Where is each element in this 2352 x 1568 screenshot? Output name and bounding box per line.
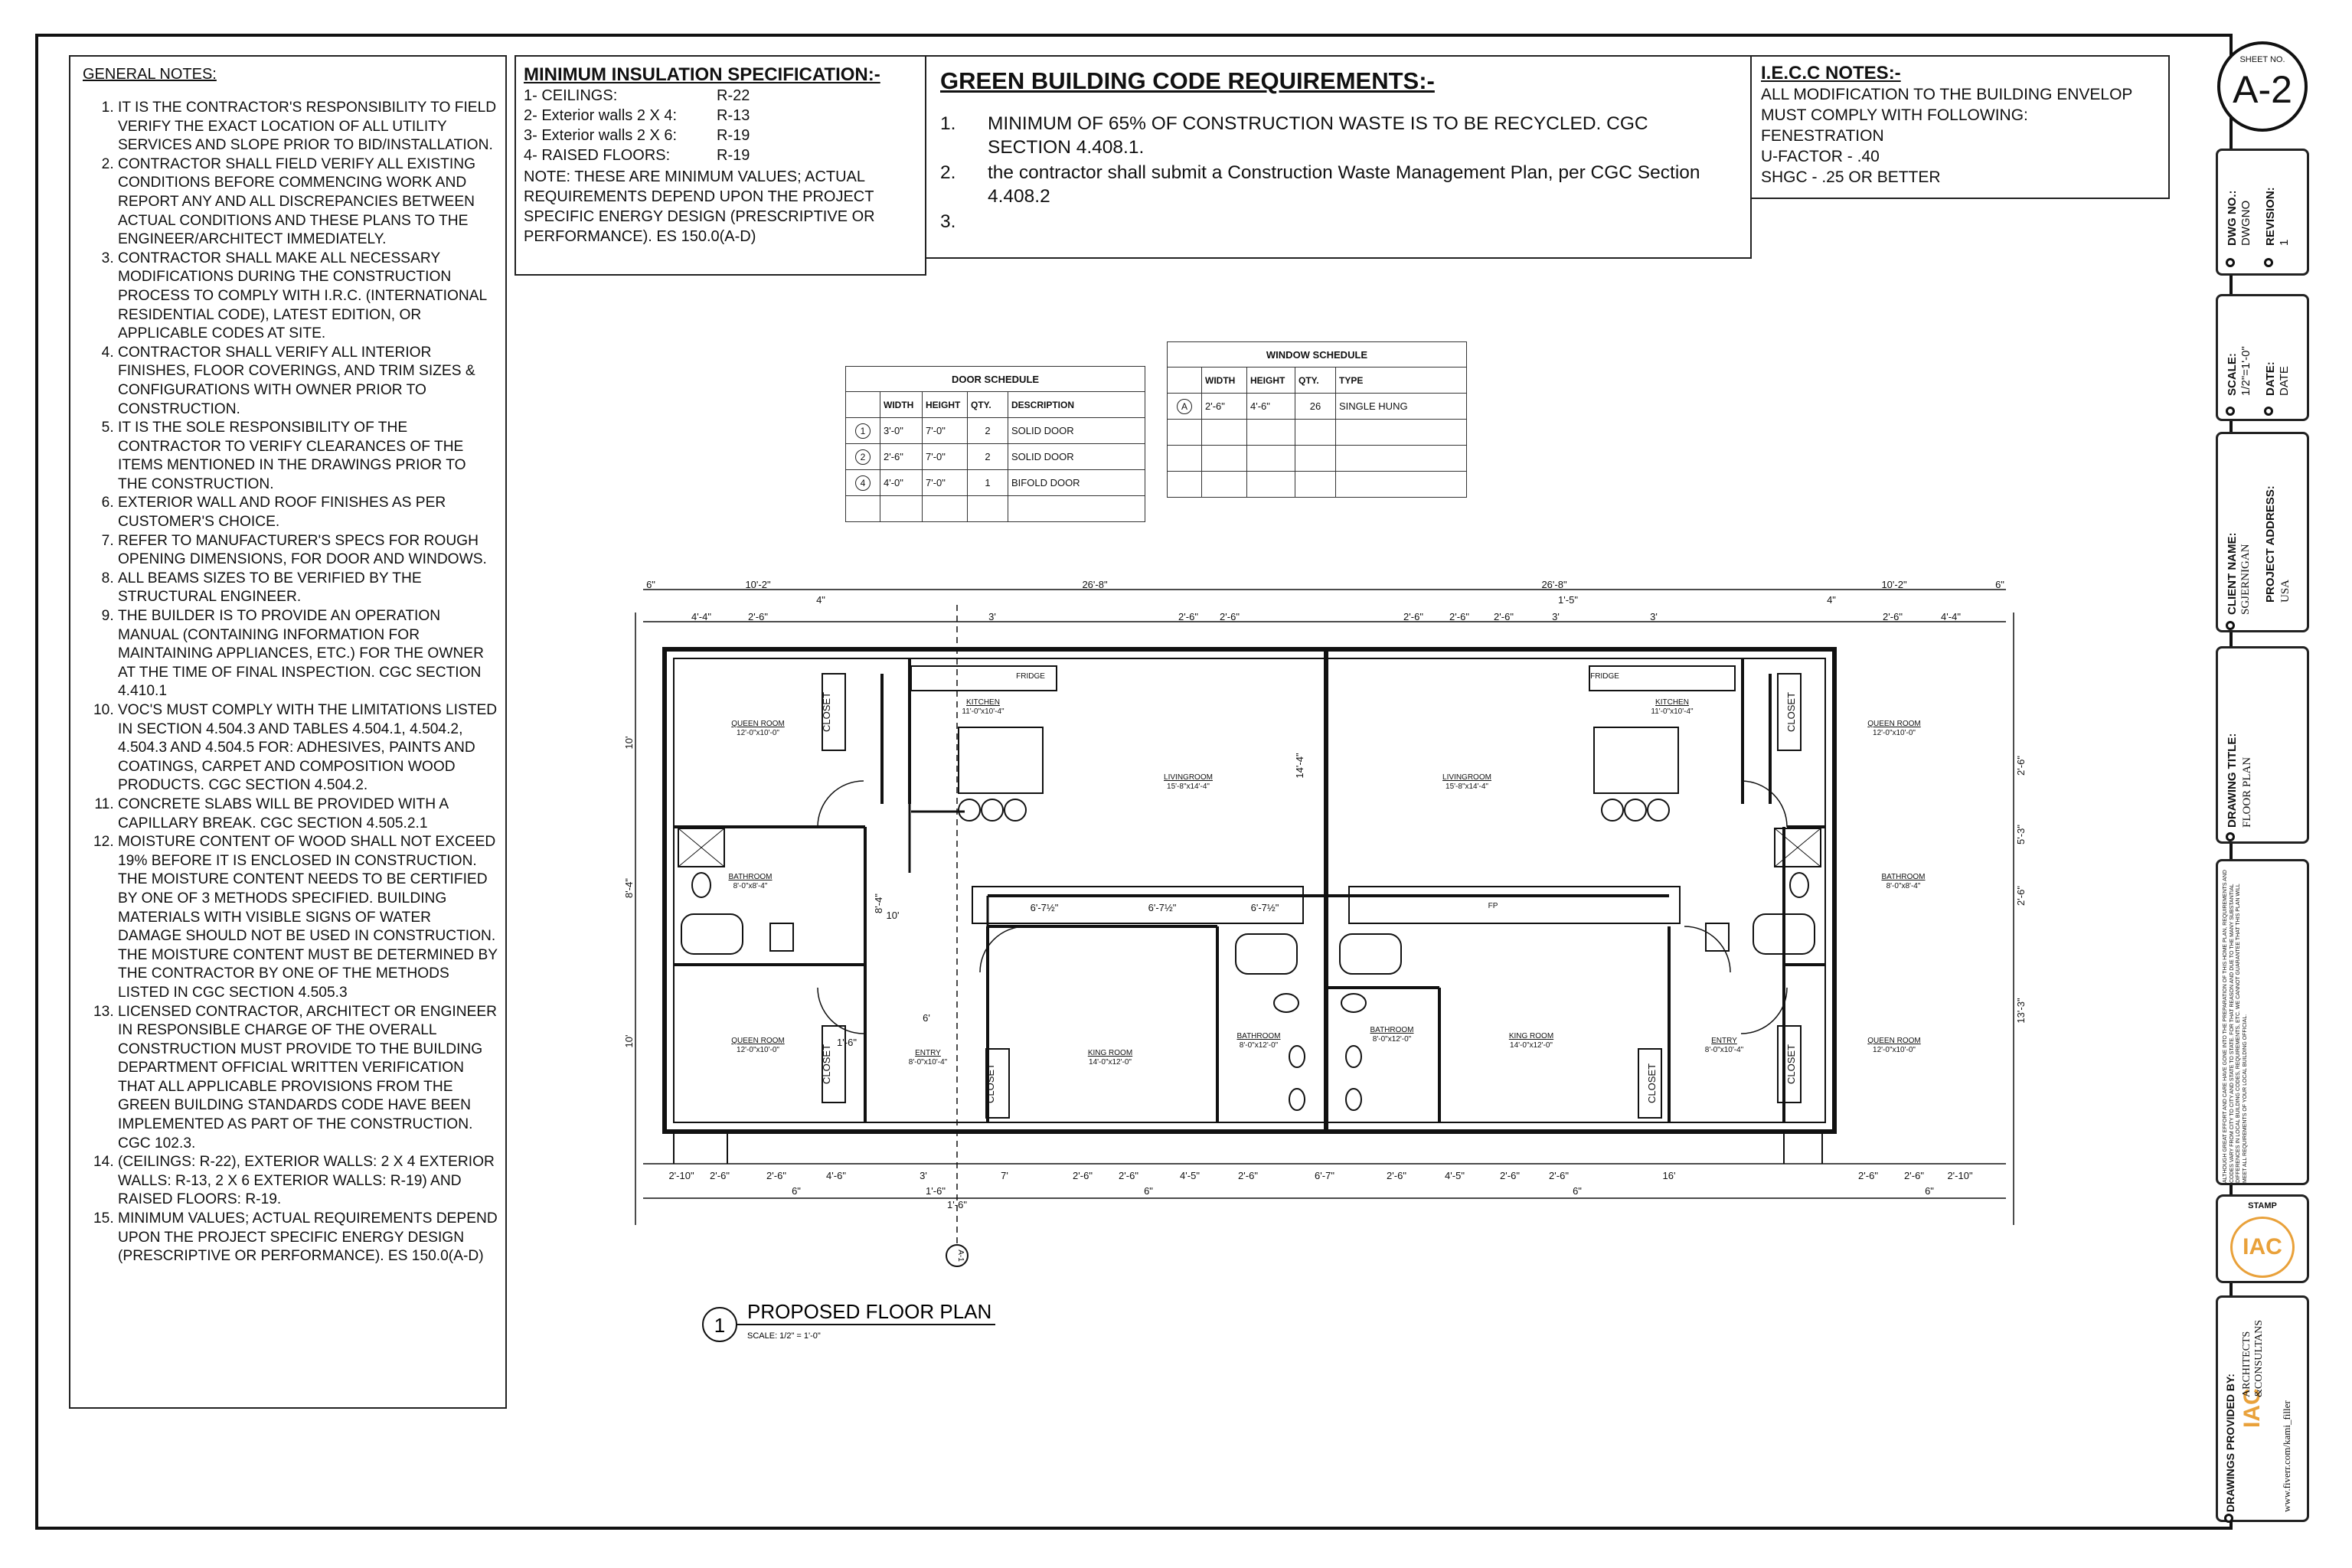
insulation-label: 3- Exterior walls 2 X 6: — [524, 127, 678, 144]
dim-text: 1'-6" — [947, 1199, 967, 1210]
dim-text: 2'-6" — [1178, 611, 1198, 622]
dim-text: 2'-6" — [1073, 1170, 1093, 1181]
dim-text: 8'-4" — [623, 878, 635, 898]
door-height: 7'-0" — [923, 470, 968, 496]
door-schedule-title: DOOR SCHEDULE — [846, 367, 1145, 392]
dim-text: 10' — [886, 910, 900, 921]
dim-text: 2'-6" — [1904, 1170, 1924, 1181]
room-dim-queen: 12'-0"x10'-0" — [1873, 1046, 1916, 1054]
insulation-title: MINIMUM INSULATION SPECIFICATION:- — [524, 64, 880, 85]
insulation-value: R-19 — [717, 147, 750, 164]
drawing-title-cell — [2216, 646, 2309, 844]
dim-text: 2'-6" — [1119, 1170, 1138, 1181]
door-description: BIFOLD DOOR — [1008, 470, 1145, 496]
door-width: 3'-0" — [880, 418, 923, 444]
dim-text: 6" — [1144, 1185, 1153, 1197]
client-cell — [2216, 432, 2309, 632]
room-label-kitchen: KITCHEN — [966, 698, 1000, 707]
dim-text: 2'-6" — [1220, 611, 1240, 622]
sheet-no: A-2 — [2233, 68, 2292, 111]
note-item: 8. ALL BEAMS SIZES TO BE VERIFIED BY THE STRUCTURAL ENGINEER. — [118, 570, 498, 607]
dim-text: 2'-6" — [710, 1170, 730, 1181]
dim-text: 2'-6" — [1883, 611, 1903, 622]
room-dim-queen: 12'-0"x10'-0" — [737, 1046, 779, 1054]
door-height: 7'-0" — [923, 444, 968, 470]
client-label: CLIENT NAME: — [2226, 532, 2239, 615]
door-mark: 4 — [855, 475, 871, 491]
dim-text: 6" — [1573, 1185, 1582, 1197]
note-item: 13. LICENSED CONTRACTOR, ARCHITECT OR ENGINEER IN RESPONSIBLE CHARGE OF THE OVERALL CONSTRUCTION MUST PROVIDE TO THE BUILDING DEPARTMENT OFFICIAL WRITTEN VERIFICATION THAT ALL APPLICABLE PROVISIONS FROM THE GREEN BUILDING STANDARDS CODE HAVE BEEN IMPLEMENTED AS PART OF THE CONSTRUCTION. CGC 102.3. — [118, 1003, 498, 1154]
bullet-icon — [2226, 258, 2235, 267]
dim-text: 6'-7" — [1315, 1170, 1334, 1181]
bathtub-icon — [1236, 934, 1297, 974]
firm-logo: IAC — [2239, 1388, 2265, 1428]
dwg-no: DWGNO — [2239, 200, 2252, 246]
window-width: 2'-6" — [1202, 394, 1247, 420]
room-label-entry: ENTRY — [1711, 1037, 1737, 1045]
room-dim-bath: 8'-0"x12'-0" — [1239, 1041, 1279, 1050]
toilet-icon — [1341, 994, 1366, 1012]
sheet-no-label: SHEET NO. — [2239, 55, 2285, 64]
address-value: USA — [2279, 579, 2292, 603]
scale-date-cell — [2216, 294, 2309, 421]
dim-text: 2'-6" — [2015, 756, 2027, 776]
door-mark: 2 — [855, 449, 871, 465]
room-label-king: KING ROOM — [1508, 1032, 1554, 1040]
toilet-icon — [1274, 994, 1298, 1012]
dim-text: 2'-6" — [2015, 886, 2027, 906]
dim-text: 3' — [988, 611, 996, 622]
dim-text: 1'-5" — [1558, 594, 1578, 606]
room-dim-king: 14'-0"x12'-0" — [1510, 1041, 1553, 1050]
dim-text: 2'-6" — [748, 611, 768, 622]
dim-text: 6" — [1925, 1185, 1934, 1197]
door-schedule-header: HEIGHT — [923, 392, 968, 418]
stamp-cell — [2216, 1194, 2309, 1283]
room-label-bath: BATHROOM — [1881, 873, 1926, 881]
firm-name: ARCHITECTS — [2241, 1331, 2252, 1397]
dim-text: 3' — [920, 1170, 927, 1181]
room-dim-bath: 8'-0"x8'-4" — [1886, 882, 1921, 890]
bullet-icon — [2264, 407, 2273, 416]
dim-text: 10' — [623, 736, 635, 750]
note-item: 5. IT IS THE SOLE RESPONSIBILITY OF THE CONTRACTOR TO VERIFY CLEARANCES OF THE ITEMS MENTIONED IN THE DRAWINGS PRIOR TO THE CONSTRUCTION. — [118, 419, 498, 494]
bullet-icon — [2226, 621, 2235, 630]
closet-counter-right — [1349, 887, 1680, 923]
dim-text: 6" — [792, 1185, 801, 1197]
room-dim-king: 14'-0"x12'-0" — [1089, 1058, 1132, 1067]
insulation-label: 4- RAISED FLOORS: — [524, 147, 671, 164]
dim-text: 4" — [1827, 594, 1836, 606]
bullet-icon — [2224, 1514, 2233, 1523]
dwg-no-label: DWG NO.: — [2226, 190, 2239, 246]
note-item: 4. CONTRACTOR SHALL VERIFY ALL INTERIOR FINISHES, FLOOR COVERINGS, AND TRIM SIZES & CONFIGURATIONS WITH OWNER PRIOR TO CONSTRUCTION. — [118, 344, 498, 419]
window-schedule-header: QTY. — [1295, 368, 1336, 394]
date-label: DATE: — [2264, 361, 2277, 396]
green-item-number: 1. — [940, 113, 956, 134]
dim-text: 2'-6" — [1494, 611, 1514, 622]
note-item: 11. CONCRETE SLABS WILL BE PROVIDED WITH A CAPILLARY BREAK. CGC SECTION 4.505.2.1 — [118, 795, 498, 833]
window-schedule-title: WINDOW SCHEDULE — [1168, 342, 1467, 368]
green-item-text: MINIMUM OF 65% OF CONSTRUCTION WASTE IS TO BE RECYCLED. CGC SECTION 4.408.1. — [988, 113, 1648, 158]
iecc-line: MUST COMPLY WITH FOLLOWING: — [1761, 106, 2028, 124]
dim-text: 2'-6" — [1549, 1170, 1569, 1181]
dim-text: 2'-6" — [1449, 611, 1469, 622]
dim-text: 4'-6" — [826, 1170, 846, 1181]
iecc-line: SHGC - .25 OR BETTER — [1761, 168, 1941, 186]
scale-value: 1/2"=1'-0" — [2239, 346, 2252, 396]
firm-name-2: &CONSULTANS — [2253, 1319, 2265, 1397]
room-dim-bath: 8'-0"x12'-0" — [1372, 1035, 1412, 1044]
dim-text: 2'-6" — [1238, 1170, 1258, 1181]
note-item: 14. (CEILINGS: R-22), EXTERIOR WALLS: 2 X 4 EXTERIOR WALLS: R-13, 2 X 6 EXTERIOR WALLS: R-19) AND RAISED FLOORS: R-19. — [118, 1153, 498, 1210]
dim-text: 4'-5" — [1180, 1170, 1200, 1181]
note-item: 10. VOC'S MUST COMPLY WITH THE LIMITATIONS LISTED IN SECTION 4.504.3 AND TABLES 4.504.1, 4.504.2, 4.504.3 AND 4.504.5 FOR: ADHESIVES, PAINTS AND COATINGS, CARPET AND COMPOSITION WOOD PRODUCTS. CGC SECTION 4.504.2. — [118, 701, 498, 795]
dim-text: 2'-6" — [1858, 1170, 1878, 1181]
green-item-text: the contractor shall submit a Construction Waste Management Plan, per CGC Section 4.408.2 — [988, 162, 1700, 207]
disclaimer-cell — [2216, 859, 2309, 1185]
dim-text: 2'-6" — [1387, 1170, 1406, 1181]
plan-scale: SCALE: 1/2" = 1'-0" — [747, 1331, 821, 1341]
closet-label: CLOSET — [821, 1044, 832, 1085]
room-dim-bath: 8'-0"x8'-4" — [733, 882, 768, 890]
closet-label: CLOSET — [985, 1063, 996, 1104]
insulation-note: NOTE: THESE ARE MINIMUM VALUES; ACTUAL REQUIREMENTS DEPEND UPON THE PROJECT SPECIFIC ENERGY DESIGN (PRESCRIPTIVE OR PERFORMANCE). ES 150.0(A-D) — [524, 168, 875, 245]
note-item: 1. IT IS THE CONTRACTOR'S RESPONSIBILITY TO FIELD VERIFY THE EXACT LOCATION OF ALL UTILITY SERVICES AND SLOPE PRIOR TO BID/INSTALLATION. — [118, 99, 498, 155]
iecc-line: U-FACTOR - .40 — [1761, 148, 1880, 165]
room-dim-queen: 12'-0"x10'-0" — [737, 729, 779, 737]
dim-text: 2'-10" — [1947, 1170, 1973, 1181]
drawing-title: FLOOR PLAN — [2241, 756, 2253, 828]
dim-text: 6" — [646, 579, 655, 590]
door-mark: 1 — [855, 423, 871, 439]
client-name: SGJERNIGAN — [2239, 544, 2252, 615]
room-label-bath: BATHROOM — [1370, 1026, 1414, 1034]
note-item: 9. THE BUILDER IS TO PROVIDE AN OPERATION MANUAL (CONTAINING INFORMATION FOR MAINTAINING APPLIANCES, ETC.) FOR THE OWNER AT THE TIME OF FINAL INSPECTION. CGC SECTION 4.410.1 — [118, 607, 498, 701]
dim-text: 26'-8" — [1541, 579, 1567, 590]
room-label-king: KING ROOM — [1087, 1049, 1133, 1057]
door-schedule-header: QTY. — [968, 392, 1008, 418]
bullet-icon — [2226, 832, 2235, 841]
dim-text: 8'-4" — [873, 893, 884, 913]
door-schedule-header: DESCRIPTION — [1008, 392, 1145, 418]
note-item: 7. REFER TO MANUFACTURER'S SPECS FOR ROUGH OPENING DIMENSIONS, FOR DOOR AND WINDOWS. — [118, 532, 498, 570]
room-label-living: LIVINGROOM — [1164, 773, 1213, 782]
dim-text: 6'-7½" — [1148, 902, 1177, 913]
window-schedule-header: WIDTH — [1202, 368, 1247, 394]
insulation-value: R-22 — [717, 87, 750, 104]
title-block — [2214, 34, 2311, 1530]
room-label-queen: QUEEN ROOM — [731, 1037, 785, 1045]
sheet-number-badge — [2217, 41, 2308, 132]
section-tag: A-1 — [956, 1250, 965, 1262]
insulation-value: R-19 — [717, 127, 750, 144]
door-schedule-header: WIDTH — [880, 392, 923, 418]
note-item: 6. EXTERIOR WALL AND ROOF FINISHES AS PER CUSTOMER'S CHOICE. — [118, 494, 498, 531]
dim-text: 10'-2" — [745, 579, 771, 590]
dim-text: 4'-4" — [691, 611, 711, 622]
dim-text: 4" — [816, 594, 825, 606]
dim-text: 26'-8" — [1082, 579, 1108, 590]
closet-label: CLOSET — [1785, 691, 1797, 733]
room-label-queen: QUEEN ROOM — [1867, 720, 1921, 728]
window-qty: 26 — [1295, 394, 1336, 420]
fridge-label: FRIDGE — [1590, 672, 1619, 681]
note-item: 3. CONTRACTOR SHALL MAKE ALL NECESSARY MODIFICATIONS DURING THE CONSTRUCTION PROCESS TO COMPLY WITH I.R.C. (INTERNATIONAL RESIDENTIAL CODE), LATEST EDITION, OR APPLICABLE CODES AT SITE. — [118, 250, 498, 344]
note-item: 12. MOISTURE CONTENT OF WOOD SHALL NOT EXCEED 19% BEFORE IT IS ENCLOSED IN CONSTRUCTION. THE MOISTURE CONTENT NEEDS TO BE CERTIFIED BY ONE OF 3 METHODS SPECIFIED. BUILDING MATERIALS WITH VISIBLE SIGNS OF WATER DAMAGE SHOULD NOT BE USED IN CONSTRUCTION. THE MOISTURE CONTENT MUST BE DETERMINED BY THE CONTRACTOR BY ONE OF THE METHODS LISTED IN CGC SECTION 4.505.3 — [118, 833, 498, 1002]
window-schedule-header: HEIGHT — [1247, 368, 1295, 394]
room-dim-entry: 8'-0"x10'-4" — [908, 1058, 948, 1067]
room-dim-queen: 12'-0"x10'-0" — [1873, 729, 1916, 737]
room-label-queen: QUEEN ROOM — [731, 720, 785, 728]
dim-text: 6'-7½" — [1030, 902, 1059, 913]
green-building-title: GREEN BUILDING CODE REQUIREMENTS:- — [940, 67, 1435, 94]
dim-text: 3' — [1650, 611, 1658, 622]
door-qty: 1 — [968, 470, 1008, 496]
dwg-revision-cell — [2216, 149, 2309, 276]
dim-text: 6' — [923, 1012, 930, 1024]
room-dim-entry: 8'-0"x10'-4" — [1704, 1046, 1744, 1054]
closet-label: CLOSET — [1785, 1044, 1797, 1085]
door-description: SOLID DOOR — [1008, 418, 1145, 444]
dim-text: 6" — [1995, 579, 2004, 590]
bullet-icon — [2264, 258, 2273, 267]
plan-title-block — [703, 1300, 995, 1341]
door-description: SOLID DOOR — [1008, 444, 1145, 470]
drawing-title-label: DRAWING TITLE: — [2226, 733, 2239, 828]
dim-text: 16' — [1662, 1170, 1676, 1181]
stamp-label: STAMP — [2248, 1201, 2277, 1210]
iecc-title: I.E.C.C NOTES:- — [1761, 63, 1901, 83]
revision-value: 1 — [2278, 239, 2291, 246]
window-schedule-header: TYPE — [1336, 368, 1467, 394]
dim-text: 7' — [1001, 1170, 1008, 1181]
general-notes-title: GENERAL NOTES: — [83, 66, 217, 83]
room-dim-living: 15'-8"x14'-4" — [1446, 782, 1488, 791]
note-item: 2. CONTRACTOR SHALL FIELD VERIFY ALL EXISTING CONDITIONS BEFORE COMMENCING WORK AND REPORT ANY AND ALL DISCREPANCIES BETWEEN ACTUAL CONDITIONS AND THESE PLANS TO THE ENGINEER/ARCHITECT IMMEDIATELY. — [118, 155, 498, 250]
kitchen-island-left — [959, 727, 1043, 793]
dim-text: 6'-7½" — [1250, 902, 1279, 913]
room-label-living: LIVINGROOM — [1442, 773, 1491, 782]
revision-label: REVISION: — [2264, 187, 2277, 246]
window-height: 4'-6" — [1247, 394, 1295, 420]
dim-text: 1'-6" — [837, 1037, 857, 1048]
window-mark: A — [1177, 399, 1192, 414]
drawings-by-label: DRAWINGS PROVIDED BY: — [2224, 1374, 2236, 1512]
dim-text: 4'-4" — [1941, 611, 1961, 622]
bullet-icon — [2226, 407, 2235, 416]
green-item-number: 3. — [940, 211, 956, 232]
door-height: 7'-0" — [923, 418, 968, 444]
toilet-icon — [1790, 873, 1808, 897]
room-dim-kitchen: 11'-0"x10'-4" — [962, 707, 1004, 716]
fridge-label: FRIDGE — [1016, 672, 1045, 681]
dim-text: 2'-10" — [668, 1170, 694, 1181]
door-width: 2'-6" — [880, 444, 923, 470]
note-item: 15. MINIMUM VALUES; ACTUAL REQUIREMENTS DEPEND UPON THE PROJECT SPECIFIC ENERGY DESIGN (PRESCRIPTIVE OR PERFORMANCE). ES 150.0(A-D) — [118, 1210, 498, 1266]
room-label-entry: ENTRY — [915, 1049, 941, 1057]
door-qty: 2 — [968, 418, 1008, 444]
bathtub-icon — [681, 914, 743, 954]
room-label-kitchen: KITCHEN — [1655, 698, 1689, 707]
room-dim-living: 15'-8"x14'-4" — [1167, 782, 1210, 791]
window-type: SINGLE HUNG — [1336, 394, 1467, 420]
iecc-line: FENESTRATION — [1761, 127, 1884, 145]
dim-text: 10'-2" — [1881, 579, 1907, 590]
bathtub-icon — [1340, 934, 1401, 974]
dim-text: 3' — [1552, 611, 1560, 622]
fireplace-label: FP — [1488, 902, 1498, 910]
room-label-bath: BATHROOM — [728, 873, 773, 881]
plan-title: PROPOSED FLOOR PLAN — [747, 1300, 992, 1323]
toilet-icon — [692, 873, 710, 897]
dim-text: 5'-3" — [2015, 825, 2027, 844]
door-qty: 2 — [968, 444, 1008, 470]
door-width: 4'-0" — [880, 470, 923, 496]
insulation-value: R-13 — [717, 107, 750, 124]
plan-number: 1 — [714, 1314, 726, 1337]
dim-text: 14'-4" — [1294, 753, 1305, 779]
dim-text: 10' — [623, 1034, 635, 1048]
address-label: PROJECT ADDRESS: — [2264, 485, 2277, 603]
firm-url: www.fiverr.com/kami_filler — [2281, 1400, 2292, 1512]
disclaimer-text: ALTHOUGH GREAT EFFORT AND CARE HAVE GONE INTO THE PREPARATION OF THIS HOME PLAN, REQUIREMENTS AND CODES VARY FROM CITY TO CITY AND STATE TO STATE. FOR THAT REASON AND DUE TO THE MANY SUBSTANTIAL DIFFERENCES IN LOCAL BUILDING CODES, REQUIREMENTS, ETC. WE CANNOT GUARANTEE THAT THIS PLAN WILL MEET ALL REQUIREMENTS OF YOUR LOCAL BUILDING OFFICIAL. — [2223, 870, 2248, 1183]
dim-text: 2'-6" — [1403, 611, 1423, 622]
dim-text: 13'-3" — [2015, 998, 2027, 1024]
section-marker — [946, 1245, 968, 1266]
iecc-line: ALL MODIFICATION TO THE BUILDING ENVELOP — [1761, 86, 2133, 103]
green-item-number: 2. — [940, 162, 956, 183]
room-label-queen: QUEEN ROOM — [1867, 1037, 1921, 1045]
closet-label: CLOSET — [1646, 1063, 1658, 1104]
room-dim-kitchen: 11'-0"x10'-4" — [1651, 707, 1694, 716]
exterior-wall-outline — [665, 649, 1834, 1132]
dim-text: 4'-5" — [1445, 1170, 1465, 1181]
dim-text: 1'-6" — [926, 1185, 946, 1197]
room-label-bath: BATHROOM — [1236, 1032, 1281, 1040]
scale-label: SCALE: — [2226, 353, 2239, 396]
firm-cell — [2216, 1295, 2309, 1522]
closet-label: CLOSET — [821, 691, 832, 733]
dim-text: 2'-6" — [766, 1170, 786, 1181]
insulation-label: 1- CEILINGS: — [524, 87, 618, 104]
firm-logo-seal: IAC — [2230, 1217, 2295, 1278]
dim-text: 2'-6" — [1500, 1170, 1520, 1181]
kitchen-island-right — [1594, 727, 1678, 793]
date-value: DATE — [2278, 366, 2291, 396]
insulation-label: 2- Exterior walls 2 X 4: — [524, 107, 678, 124]
